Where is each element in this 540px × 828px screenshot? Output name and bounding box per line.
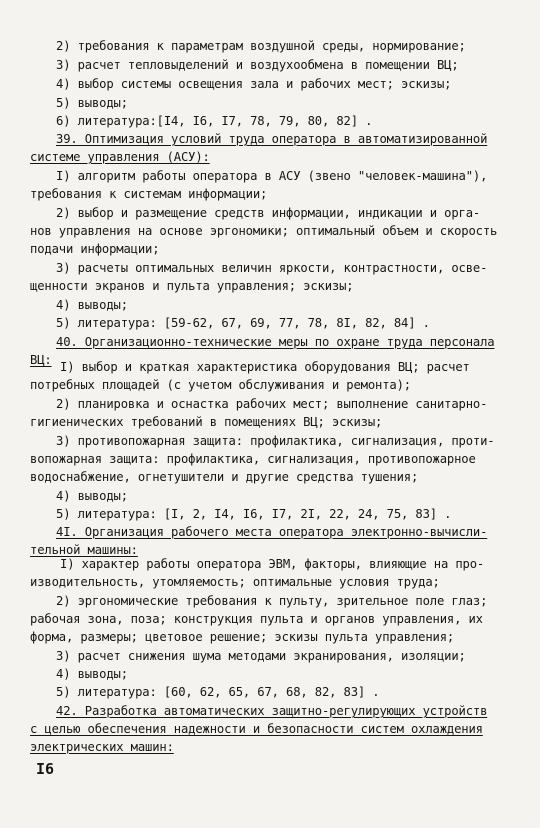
page-number: I6 xyxy=(36,760,55,778)
text-line: нов управления на основе эргономики; оптимальный объем и скорость xyxy=(30,224,498,238)
text-line: 5) литература: [59-62, 67, 69, 77, 78, 8I, 82, 84] . xyxy=(56,316,430,330)
text-line: 4) выводы; xyxy=(56,667,128,681)
text-line: I) характер работы оператора ЭВМ, факторы, влияющие на про- xyxy=(60,557,485,571)
text-line: 6) литература:[I4, I6, I7, 78, 79, 80, 82] . xyxy=(56,114,373,128)
section-heading: с целью обеспечения надежности и безопасности систем охлаждения xyxy=(30,722,483,736)
text-line: 5) литература: [60, 62, 65, 67, 68, 82, 83] . xyxy=(56,685,380,699)
text-line: 4) выводы; xyxy=(56,298,128,312)
section-heading: ВЦ: xyxy=(30,353,52,367)
text-line: 5) выводы; xyxy=(56,96,128,110)
section-heading: системе управления (АСУ): xyxy=(30,150,210,164)
text-line: 3) расчет снижения шума методами экранирования, изоляции; xyxy=(56,649,466,663)
section-heading: 4I. Организация рабочего места оператора электронно-вычисли- xyxy=(56,525,488,539)
text-line: водоснабжение, огнетушители и другие средства тушения; xyxy=(30,470,419,484)
text-line: подачи информации; xyxy=(30,242,160,256)
text-line: щенности экранов и пульта управления; эскизы; xyxy=(30,279,354,293)
text-line: форма, размеры; цветовое решение; эскизы пульта управления; xyxy=(30,630,455,644)
text-line: 2) планировка и оснастка рабочих мест; выполнение санитарно- xyxy=(56,397,488,411)
text-line: 4) выводы; xyxy=(56,489,128,503)
text-line: вопожарная защита: профилактика, сигнализация, противопожарное xyxy=(30,452,476,466)
text-line: 3) расчеты оптимальных величин яркости, контрастности, осве- xyxy=(56,261,488,275)
text-line: 4) выбор системы освещения зала и рабочих мест; эскизы; xyxy=(56,77,452,91)
section-heading: 40. Организационно-технические меры по охране труда персонала xyxy=(56,335,495,349)
text-line: 2) выбор и размещение средств информации, индикации и орга- xyxy=(56,206,481,220)
text-line: гигиенических требований в помещениях ВЦ; эскизы; xyxy=(30,415,383,429)
text-line: рабочая зона, поза; конструкция пульта и органов управления, их xyxy=(30,612,483,626)
text-line: изводительность, утомляемость; оптимальные условия труда; xyxy=(30,575,440,589)
text-line: потребных площадей (с учетом обслуживания и ремонта); xyxy=(30,378,411,392)
text-line: 3) противопожарная защита: профилактика, сигнализация, проти- xyxy=(56,434,495,448)
text-line: 5) литература: [I, 2, I4, I6, I7, 2I, 22, 24, 75, 83] . xyxy=(56,507,452,521)
section-heading: 39. Оптимизация условий труда оператора в автоматизированной xyxy=(56,132,488,146)
text-line: 3) расчет тепловыделений и воздухообмена в помещении ВЦ; xyxy=(56,58,459,72)
section-heading: электрических машин: xyxy=(30,740,174,754)
section-heading: 42. Разработка автоматических защитно-регулирующих устройств xyxy=(56,704,488,718)
text-line: I) выбор и краткая характеристика оборудования ВЦ; расчет xyxy=(60,360,470,374)
text-line: 2) эргономические требования к пульту, зрительное поле глаз; xyxy=(56,594,488,608)
section-heading: тельной машины: xyxy=(30,543,138,557)
text-line: требования к системам информации; xyxy=(30,187,268,201)
text-line: 2) требования к параметрам воздушной среды, нормирование; xyxy=(56,39,466,53)
text-line: I) алгоритм работы оператора в АСУ (звено "человек-машина"), xyxy=(56,169,488,183)
